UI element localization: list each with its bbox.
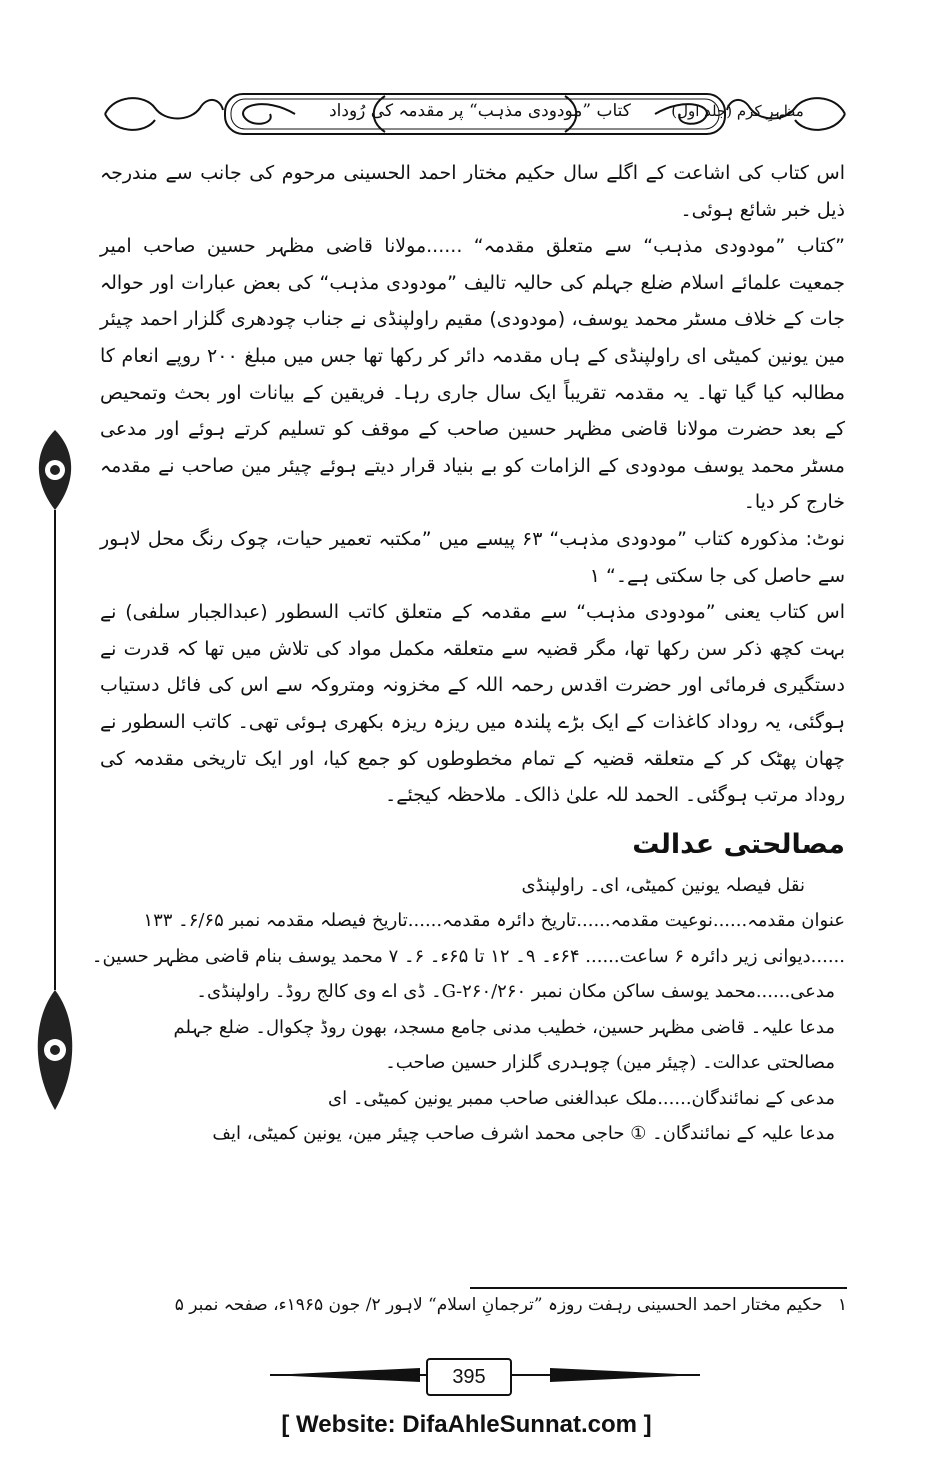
record-line: مدعی......محمد یوسف ساکن مکان نمبر ۲۶۰/۲۶۰-G۔ ڈی اے وی کالج روڈ۔ راولپنڈی۔ xyxy=(196,981,835,1003)
paragraph-intro: اس کتاب کی اشاعت کے اگلے سال حکیم مختار احمد الحسینی مرحوم کی جانب سے مندرجہ ذیل خبر شائع ہوئی۔ xyxy=(100,162,845,221)
footnote xyxy=(174,1294,847,1315)
page-header xyxy=(95,88,855,140)
page-number: 395 xyxy=(426,1358,512,1396)
footnote-text: حکیم مختار احمد الحسینی رہفت روزہ ”ترجمانِ اسلام“ لاہور ۲/ جون ۱۹۶۵ء، صفحہ نمبر ۵ xyxy=(174,1295,823,1315)
body-text xyxy=(91,155,845,1152)
top-medallion-icon xyxy=(39,430,71,510)
footnote-marker: ۱ xyxy=(837,1295,847,1315)
record-line: مدعا علیہ کے نمائندگان۔ ① حاجی محمد اشرف صاحب چیئر مین، یونین کمیٹی، ایف xyxy=(212,1123,835,1145)
paragraph-note: نوٹ: مذکورہ کتاب ”مودودی مذہب“ ۶۳ پیسے میں ”مکتبہ تعمیر حیات، چوک رنگ محل لاہور سے حاصل کی جا سکتی ہے۔“ ۱ xyxy=(100,527,845,587)
side-ornament xyxy=(30,430,80,1110)
header-title: کتاب ”مودودی مذہب“ پر مقدمہ کی رُوداد xyxy=(329,101,631,121)
section-heading: مصالحتی عدالت xyxy=(632,828,845,860)
record-line: نقل فیصلہ یونین کمیٹی، ای۔ راولپنڈی xyxy=(521,874,805,896)
website-footer: [ Website: DifaAhleSunnat.com ] xyxy=(281,1411,652,1438)
record-line: ......دیوانی زیر دائرہ ۶ ساعت...... ۶۴ء۔ ۹۔ ۱۲ تا ۶۵ء۔ ۶۔ ۷ محمد یوسف بنام قاضی مظہر حسین۔ xyxy=(91,945,845,967)
paragraph-news: ”کتاب ”مودودی مذہب“ سے متعلق مقدمہ“ ......مولانا قاضی مظہر حسین صاحب امیر جمعیت علمائے اسلام ضلع جہلم کی حالیہ تالیف ”مودودی مذہب“ کی بعض عبارات اور حوالہ جات کے خلاف مسٹر محمد یوسف، (مودودی) مقیم راولپنڈی نے جناب چودھری گلزار احمد چیئر مین یونین کمیٹی ای راولپنڈی کے ہاں مقدمہ دائر کر رکھا تھا جس میں مبلغ ۲۰۰ روپے انعام کا مطالبہ کیا گیا تھا۔ یہ مقدمہ تقریباً ایک سال جاری رہا۔ فریقین کے بیانات اور بحث وتمحیص کے بعد حضرت مولانا قاضی مظہر حسین صاحب کے موقف کو تسلیم کرتے ہوئے اور مدعی مسٹر محمد یوسف مودودی کے الزامات کو بے بنیاد قرار دیتے ہوئے چیئر مین صاحب نے مقدمہ خارج کر دیا۔ xyxy=(100,235,845,514)
bottom-medallion-icon xyxy=(38,990,73,1110)
header-volume: مظہرِ کرم (جلد اول) xyxy=(671,102,804,120)
record-line: مدعی کے نمائندگان......ملک عبدالغنی صاحب ممبر یونین کمیٹی۔ ای xyxy=(328,1087,835,1109)
record-line: مصالحتی عدالت۔ (چیئر مین) چوہدری گلزار حسین صاحب۔ xyxy=(385,1052,835,1074)
footnote-rule xyxy=(470,1287,847,1289)
record-line: مدعا علیہ۔ قاضی مظہر حسین، خطیب مدنی جامع مسجد، بھون روڈ چکوال۔ ضلع جہلم xyxy=(173,1016,835,1038)
paragraph-author: اس کتاب یعنی ”مودودی مذہب“ سے مقدمہ کے متعلق کاتب السطور (عبدالجبار سلفی) نے بہت کچھ ذکر سن رکھا تھا، مگر قضیہ سے متعلقہ مکمل مواد کی تلاش میں تھا کہ قدرت نے دستگیری فرمائی اور حضرت اقدس رحمہ اللہ کے مخزونہ ومتروکہ سے اس کی فائل دستیاب ہوگئی، یہ روداد کاغذات کے ایک بڑے پلندہ میں ریزہ ریزہ بکھری ہوئی تھی۔ کاتب السطور نے چھان پھٹک کر کے متعلقہ قضیہ کے تمام مخطوطوں کو جمع کیا، اور ایک تاریخی مقدمہ کی روداد مرتب ہوگئی۔ الحمد للہ علیٰ ذالک۔ ملاحظہ کیجئے۔ xyxy=(100,601,845,807)
record-line: عنوان مقدمہ......نوعیت مقدمہ......تاریخ دائرہ مقدمہ......تاریخ فیصلہ مقدمہ نمبر ۶/۶۵۔ ۱۳۳ xyxy=(143,910,845,932)
